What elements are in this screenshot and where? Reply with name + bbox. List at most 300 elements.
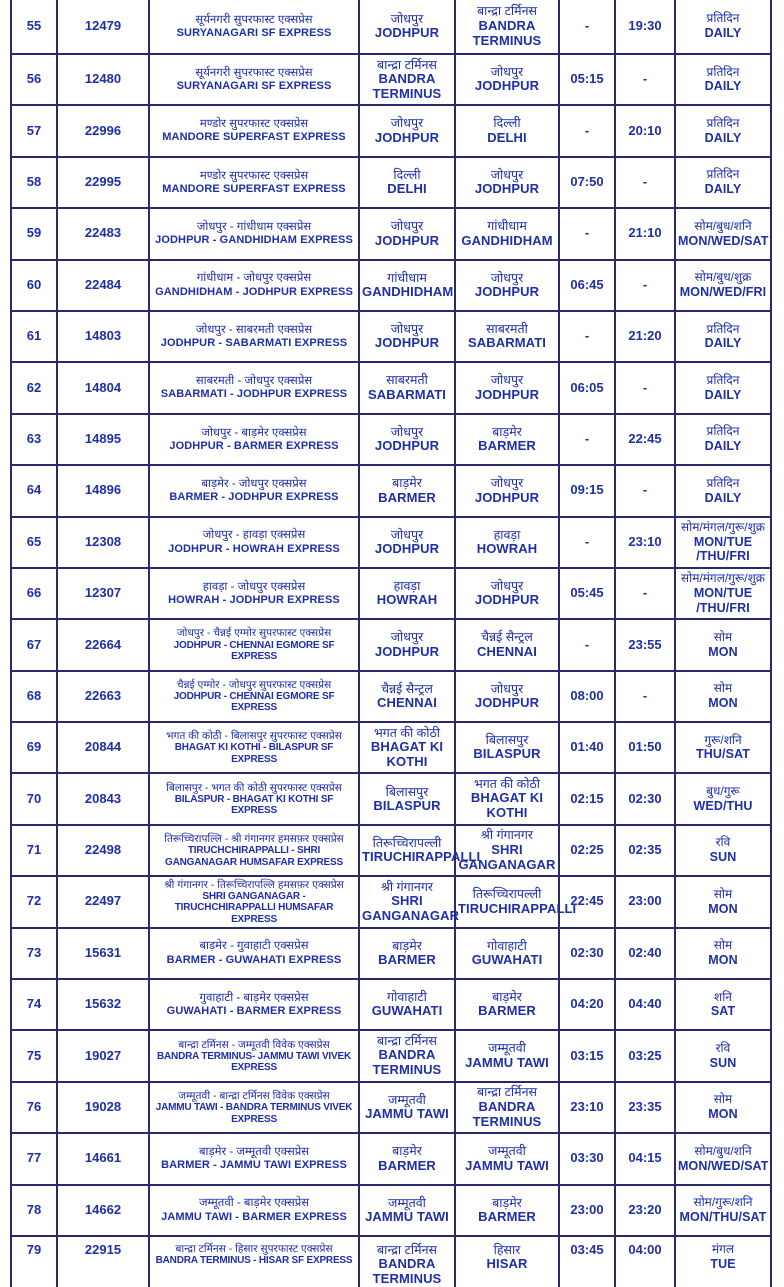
arrival-time: 05:15 bbox=[570, 71, 604, 87]
running-days-english: SAT bbox=[710, 1004, 736, 1019]
train-number-cell bbox=[57, 1030, 149, 1081]
destination-station-hindi: जोधपुर bbox=[490, 476, 524, 491]
running-days-english: MON bbox=[708, 953, 738, 968]
departure-time-cell bbox=[615, 362, 675, 413]
running-days-cell bbox=[675, 260, 771, 311]
table-row bbox=[11, 568, 771, 619]
serial-number-cell bbox=[11, 0, 57, 54]
departure-time-cell bbox=[615, 260, 675, 311]
serial-number: 66 bbox=[26, 585, 42, 601]
running-days-cell bbox=[675, 1185, 771, 1236]
train-name-cell bbox=[149, 1236, 359, 1287]
running-days-english: DAILY bbox=[704, 490, 742, 505]
serial-number-cell bbox=[11, 362, 57, 413]
train-number: 20844 bbox=[84, 739, 122, 755]
origin-station-english: BARMER bbox=[378, 952, 436, 968]
arrival-time-cell bbox=[559, 979, 615, 1030]
train-name-hindi: बिलासपुर - भगत की कोठी सुपरफास्ट एक्सप्रेस bbox=[166, 781, 342, 794]
departure-time-cell bbox=[615, 465, 675, 516]
origin-station-english: JAMMU TAWI bbox=[365, 1106, 449, 1122]
train-name-hindi: चैन्नई एग्मोर - जोधपुर सुपरफास्ट एक्सप्रेस bbox=[176, 678, 332, 691]
departure-time: - bbox=[642, 687, 648, 703]
departure-time-cell bbox=[615, 1236, 675, 1287]
running-days-hindi: प्रतिदिन bbox=[706, 475, 740, 490]
destination-station-hindi: जम्मूतवी bbox=[488, 1041, 526, 1056]
train-number-cell bbox=[57, 928, 149, 979]
origin-station-hindi: जोधपुर bbox=[390, 527, 424, 542]
train-name-english: BANDRA TERMINUS - HISAR SF EXPRESS bbox=[155, 1255, 353, 1267]
train-name-hindi: गुवाहाटी - बाड़मेर एक्सप्रेस bbox=[199, 991, 309, 1004]
running-days-cell bbox=[675, 1133, 771, 1184]
train-name-cell bbox=[149, 157, 359, 208]
serial-number: 70 bbox=[26, 790, 42, 806]
destination-station-cell bbox=[455, 105, 559, 156]
running-days-cell bbox=[675, 671, 771, 722]
train-number: 22915 bbox=[84, 1241, 122, 1257]
train-number: 12307 bbox=[84, 585, 122, 601]
serial-number-cell bbox=[11, 619, 57, 670]
departure-time: - bbox=[642, 276, 648, 292]
origin-station-hindi: बाड़मेर bbox=[392, 1144, 422, 1159]
table-row bbox=[11, 465, 771, 516]
destination-station-hindi: तिरूच्चिरापल्ली bbox=[472, 887, 542, 902]
origin-station-english: JODHPUR bbox=[374, 25, 440, 41]
train-number: 14896 bbox=[84, 482, 122, 498]
running-days-english: DAILY bbox=[704, 387, 742, 402]
train-name-english: JODHPUR - GANDHIDHAM EXPRESS bbox=[155, 234, 353, 247]
serial-number-cell bbox=[11, 876, 57, 927]
destination-station-hindi: जोधपुर bbox=[490, 373, 524, 388]
origin-station-english: TIRUCHIRAPPALLI bbox=[362, 849, 481, 865]
table-row bbox=[11, 979, 771, 1030]
running-days-hindi: प्रतिदिन bbox=[706, 372, 740, 387]
running-days-english: WED/THU bbox=[693, 798, 753, 813]
train-name-cell bbox=[149, 517, 359, 568]
origin-station-hindi: श्री गंगानगर bbox=[381, 879, 433, 894]
train-name-english: JODHPUR - CHENNAI EGMORE SF EXPRESS bbox=[173, 690, 335, 714]
running-days-hindi: सोम bbox=[713, 629, 733, 644]
destination-station-cell bbox=[455, 619, 559, 670]
arrival-time: 06:45 bbox=[570, 276, 604, 292]
running-days-english: MON/WED/SAT bbox=[678, 1158, 769, 1173]
train-name-english: BILASPUR - BHAGAT KI KOTHI SF EXPRESS bbox=[174, 793, 334, 817]
destination-station-hindi: बिलासपुर bbox=[485, 733, 529, 748]
arrival-time: 02:30 bbox=[570, 944, 604, 960]
origin-station-english: JODHPUR bbox=[374, 129, 440, 145]
running-days-english: MON bbox=[708, 696, 738, 711]
destination-station-cell bbox=[455, 260, 559, 311]
running-days-cell bbox=[675, 0, 771, 54]
train-name-cell bbox=[149, 1082, 359, 1133]
destination-station-english: JODHPUR bbox=[474, 695, 540, 711]
running-days-hindi: सोम/बुध/शुक्र bbox=[694, 270, 752, 285]
arrival-time-cell bbox=[559, 928, 615, 979]
running-days-hindi: सोम bbox=[713, 1092, 733, 1107]
table-row bbox=[11, 1133, 771, 1184]
departure-time-cell bbox=[615, 0, 675, 54]
arrival-time: - bbox=[584, 122, 590, 138]
running-days-hindi: सोम/मंगल/गुरू/शुक्र bbox=[681, 571, 765, 586]
table-row bbox=[11, 825, 771, 876]
arrival-time: 09:15 bbox=[570, 482, 604, 498]
destination-station-cell bbox=[455, 671, 559, 722]
destination-station-english: BHAGAT KI KOTHI bbox=[470, 790, 544, 821]
destination-station-hindi: बान्द्रा टर्मिनस bbox=[477, 1085, 537, 1100]
arrival-time: 01:40 bbox=[570, 739, 604, 755]
serial-number-cell bbox=[11, 157, 57, 208]
train-name-cell bbox=[149, 105, 359, 156]
train-timetable bbox=[10, 0, 772, 1287]
arrival-time: 23:10 bbox=[570, 1099, 604, 1115]
arrival-time: - bbox=[584, 225, 590, 241]
running-days-cell bbox=[675, 465, 771, 516]
running-days-english: MON/WED/FRI bbox=[679, 284, 767, 299]
train-number: 12308 bbox=[84, 533, 122, 549]
train-name-cell bbox=[149, 825, 359, 876]
table-row bbox=[11, 414, 771, 465]
arrival-time: - bbox=[584, 636, 590, 652]
train-number-cell bbox=[57, 1236, 149, 1287]
destination-station-hindi: चैन्नई सैन्ट्रल bbox=[481, 630, 533, 645]
train-name-english: JODHPUR - SABARMATI EXPRESS bbox=[160, 336, 348, 349]
train-name-cell bbox=[149, 208, 359, 259]
destination-station-english: GANDHIDHAM bbox=[461, 232, 553, 248]
origin-station-english: DELHI bbox=[387, 181, 427, 197]
origin-station-cell bbox=[359, 773, 455, 824]
origin-station-hindi: दिल्ली bbox=[393, 167, 421, 182]
destination-station-english: JODHPUR bbox=[474, 489, 540, 505]
train-name-cell bbox=[149, 979, 359, 1030]
running-days-english: DAILY bbox=[704, 336, 742, 351]
destination-station-english: JODHPUR bbox=[474, 78, 540, 94]
running-days-cell bbox=[675, 825, 771, 876]
destination-station-english: BARMER bbox=[478, 1003, 536, 1019]
train-name-cell bbox=[149, 1185, 359, 1236]
running-days-cell bbox=[675, 876, 771, 927]
destination-station-english: SHRI GANGANAGAR bbox=[458, 841, 556, 872]
departure-time-cell bbox=[615, 1133, 675, 1184]
destination-station-hindi: बाड़मेर bbox=[492, 990, 522, 1005]
destination-station-hindi: जम्मूतवी bbox=[488, 1144, 526, 1159]
departure-time-cell bbox=[615, 1185, 675, 1236]
table-row bbox=[11, 157, 771, 208]
destination-station-english: SABARMATI bbox=[468, 335, 546, 351]
departure-time-cell bbox=[615, 208, 675, 259]
running-days-english: MON bbox=[708, 1107, 738, 1122]
origin-station-hindi: चैन्नई सैन्ट्रल bbox=[381, 681, 433, 696]
destination-station-cell bbox=[455, 465, 559, 516]
destination-station-cell bbox=[455, 1082, 559, 1133]
table-row bbox=[11, 876, 771, 927]
destination-station-cell bbox=[455, 1133, 559, 1184]
origin-station-hindi: गांधीधाम bbox=[387, 270, 427, 285]
serial-number-cell bbox=[11, 260, 57, 311]
running-days-cell bbox=[675, 773, 771, 824]
train-number-cell bbox=[57, 362, 149, 413]
train-name-cell bbox=[149, 465, 359, 516]
running-days-english: MON/TUE /THU/FRI bbox=[693, 586, 753, 615]
serial-number: 59 bbox=[26, 225, 42, 241]
origin-station-cell bbox=[359, 568, 455, 619]
train-number: 15632 bbox=[84, 996, 122, 1012]
departure-time: 23:55 bbox=[628, 636, 662, 652]
serial-number: 64 bbox=[26, 482, 42, 498]
serial-number: 67 bbox=[26, 636, 42, 652]
running-days-hindi: गुरू/शनि bbox=[704, 732, 742, 747]
train-number: 22996 bbox=[84, 122, 122, 138]
table-row bbox=[11, 1030, 771, 1081]
train-name-cell bbox=[149, 0, 359, 54]
destination-station-english: HOWRAH bbox=[476, 540, 538, 556]
serial-number: 69 bbox=[26, 739, 42, 755]
departure-time: - bbox=[642, 379, 648, 395]
origin-station-cell bbox=[359, 1082, 455, 1133]
train-name-english: TIRUCHCHIRAPPALLI - SHRI GANGANAGAR HUMSAFAR EXPRESS bbox=[165, 845, 343, 868]
train-name-hindi: तिरूच्चिरापल्लि - श्री गंगानगर हमसफ़र एक्सप्रेस bbox=[164, 833, 344, 846]
train-number-cell bbox=[57, 722, 149, 773]
arrival-time-cell bbox=[559, 1082, 615, 1133]
origin-station-english: HOWRAH bbox=[376, 592, 438, 608]
departure-time: 01:50 bbox=[628, 739, 662, 755]
train-number: 14662 bbox=[84, 1201, 122, 1217]
serial-number-cell bbox=[11, 722, 57, 773]
origin-station-english: BARMER bbox=[378, 1157, 436, 1173]
running-days-cell bbox=[675, 414, 771, 465]
departure-time-cell bbox=[615, 722, 675, 773]
arrival-time: - bbox=[584, 533, 590, 549]
departure-time: 03:25 bbox=[628, 1047, 662, 1063]
origin-station-hindi: बाड़मेर bbox=[392, 938, 422, 953]
train-name-hindi: गांधीधाम - जोधपुर एक्सप्रेस bbox=[196, 272, 312, 285]
train-number: 22484 bbox=[84, 276, 122, 292]
departure-time-cell bbox=[615, 619, 675, 670]
departure-time: 04:40 bbox=[628, 996, 662, 1012]
running-days-cell bbox=[675, 517, 771, 568]
train-name-cell bbox=[149, 619, 359, 670]
running-days-english: SUN bbox=[709, 1055, 737, 1070]
train-number: 14661 bbox=[84, 1150, 122, 1166]
table-row bbox=[11, 260, 771, 311]
origin-station-cell bbox=[359, 671, 455, 722]
serial-number-cell bbox=[11, 773, 57, 824]
origin-station-hindi: जोधपुर bbox=[390, 116, 424, 131]
arrival-time-cell bbox=[559, 671, 615, 722]
train-name-cell bbox=[149, 876, 359, 927]
serial-number: 57 bbox=[26, 122, 42, 138]
running-days-english: DAILY bbox=[704, 79, 742, 94]
arrival-time-cell bbox=[559, 0, 615, 54]
origin-station-cell bbox=[359, 619, 455, 670]
origin-station-hindi: जम्मूतवी bbox=[388, 1195, 426, 1210]
origin-station-english: JODHPUR bbox=[374, 232, 440, 248]
origin-station-hindi: जोधपुर bbox=[390, 424, 424, 439]
destination-station-cell bbox=[455, 208, 559, 259]
destination-station-hindi: भगत की कोठी bbox=[473, 777, 541, 792]
train-name-english: JAMMU TAWI - BANDRA TERMINUS VIVEK EXPRESS bbox=[155, 1102, 353, 1125]
destination-station-cell bbox=[455, 0, 559, 54]
train-name-cell bbox=[149, 773, 359, 824]
table-row bbox=[11, 362, 771, 413]
serial-number-cell bbox=[11, 979, 57, 1030]
origin-station-english: JODHPUR bbox=[374, 643, 440, 659]
table-row bbox=[11, 722, 771, 773]
arrival-time: 04:20 bbox=[570, 996, 604, 1012]
train-name-cell bbox=[149, 414, 359, 465]
arrival-time: 02:25 bbox=[570, 842, 604, 858]
departure-time-cell bbox=[615, 825, 675, 876]
train-name-english: BANDRA TERMINUS- JAMMU TAWI VIVEK EXPRESS bbox=[157, 1050, 351, 1074]
serial-number: 72 bbox=[26, 893, 42, 909]
destination-station-hindi: हिसार bbox=[493, 1242, 521, 1257]
serial-number-cell bbox=[11, 671, 57, 722]
train-name-cell bbox=[149, 568, 359, 619]
arrival-time: 06:05 bbox=[570, 379, 604, 395]
destination-station-cell bbox=[455, 876, 577, 927]
running-days-cell bbox=[675, 311, 771, 362]
departure-time-cell bbox=[615, 773, 675, 824]
origin-station-cell bbox=[359, 722, 455, 773]
arrival-time: - bbox=[584, 18, 590, 34]
train-name-english: JODHPUR - BARMER EXPRESS bbox=[169, 439, 339, 452]
arrival-time-cell bbox=[559, 1185, 615, 1236]
running-days-english: MON/THU/SAT bbox=[679, 1210, 767, 1224]
origin-station-cell bbox=[359, 517, 455, 568]
origin-station-english: CHENNAI bbox=[377, 695, 437, 711]
serial-number-cell bbox=[11, 105, 57, 156]
destination-station-hindi: साबरमती bbox=[486, 321, 528, 336]
running-days-hindi: बुध/गुरू bbox=[706, 784, 740, 799]
running-days-english: THU/SAT bbox=[696, 747, 750, 762]
running-days-hindi: प्रतिदिन bbox=[706, 116, 740, 130]
train-number-cell bbox=[57, 517, 149, 568]
arrival-time-cell bbox=[559, 1030, 615, 1081]
train-name-hindi: जोधपुर - गांधीधाम एक्सप्रेस bbox=[196, 220, 312, 233]
destination-station-hindi: गांधीधाम bbox=[487, 219, 527, 234]
destination-station-cell bbox=[455, 568, 559, 619]
table-row bbox=[11, 773, 771, 824]
train-name-hindi: जम्मूतवी - बाड़मेर एक्सप्रेस bbox=[198, 1197, 310, 1210]
origin-station-cell bbox=[359, 1030, 455, 1081]
arrival-time: 03:30 bbox=[570, 1150, 604, 1166]
train-number-cell bbox=[57, 619, 149, 670]
origin-station-hindi: जोधपुर bbox=[390, 11, 424, 26]
train-name-hindi: मण्डोर सुपरफास्ट एक्सप्रेस bbox=[199, 169, 309, 182]
origin-station-english: SHRI GANGANAGAR bbox=[362, 893, 460, 924]
serial-number-cell bbox=[11, 1236, 57, 1287]
destination-station-english: JODHPUR bbox=[474, 283, 540, 299]
running-days-cell bbox=[675, 928, 771, 979]
origin-station-hindi: बिलासपुर bbox=[385, 784, 429, 799]
origin-station-english: SABARMATI bbox=[368, 386, 446, 402]
running-days-english: DAILY bbox=[704, 26, 742, 41]
running-days-cell bbox=[675, 54, 771, 105]
serial-number-cell bbox=[11, 1030, 57, 1081]
train-name-cell bbox=[149, 1133, 359, 1184]
departure-time-cell bbox=[615, 1082, 675, 1133]
destination-station-english: BILASPUR bbox=[473, 746, 541, 762]
running-days-hindi: सोम bbox=[713, 886, 733, 901]
destination-station-english: BANDRA TERMINUS bbox=[472, 1098, 542, 1129]
running-days-cell bbox=[675, 619, 771, 670]
serial-number: 55 bbox=[26, 18, 42, 34]
arrival-time-cell bbox=[559, 1236, 615, 1287]
train-number-cell bbox=[57, 876, 149, 927]
departure-time-cell bbox=[615, 979, 675, 1030]
destination-station-cell bbox=[455, 979, 559, 1030]
train-name-hindi: बान्द्रा टर्मिनस - जम्मूतवी विवेक एक्सप्रेस bbox=[178, 1038, 330, 1051]
destination-station-english: BANDRA TERMINUS bbox=[472, 17, 542, 48]
running-days-english: DAILY bbox=[704, 130, 742, 145]
origin-station-hindi: बान्द्रा टर्मिनस bbox=[377, 57, 437, 72]
train-name-hindi: जोधपुर - चैन्नई एग्मोर सुपरफास्ट एक्सप्रेस bbox=[176, 627, 332, 640]
running-days-english: DAILY bbox=[704, 439, 742, 454]
train-name-english: SABARMATI - JODHPUR EXPRESS bbox=[160, 388, 348, 401]
train-name-cell bbox=[149, 362, 359, 413]
departure-time-cell bbox=[615, 517, 675, 568]
destination-station-english: JODHPUR bbox=[474, 386, 540, 402]
running-days-hindi: सोम bbox=[713, 681, 733, 696]
serial-number: 73 bbox=[26, 944, 42, 960]
train-number-cell bbox=[57, 1082, 149, 1133]
train-name-english: SURYANAGARI SF EXPRESS bbox=[176, 79, 332, 92]
train-number: 19028 bbox=[84, 1099, 122, 1115]
origin-station-english: BARMER bbox=[378, 489, 436, 505]
origin-station-english: JODHPUR bbox=[374, 540, 440, 556]
arrival-time: 02:15 bbox=[570, 790, 604, 806]
running-days-hindi: प्रतिदिन bbox=[706, 64, 740, 79]
train-number: 15631 bbox=[84, 944, 122, 960]
serial-number: 63 bbox=[26, 430, 42, 446]
train-number-cell bbox=[57, 260, 149, 311]
departure-time: 20:10 bbox=[628, 122, 662, 138]
origin-station-cell bbox=[359, 979, 455, 1030]
train-name-hindi: श्री गंगानगर - तिरूच्चिरापल्लि हमसफ़र एक्सप्रेस bbox=[164, 878, 344, 891]
train-number-cell bbox=[57, 1133, 149, 1184]
running-days-english: DAILY bbox=[704, 182, 742, 197]
departure-time: 21:10 bbox=[628, 225, 662, 241]
departure-time-cell bbox=[615, 671, 675, 722]
train-name-english: BARMER - JODHPUR EXPRESS bbox=[169, 491, 339, 504]
serial-number-cell bbox=[11, 208, 57, 259]
origin-station-cell bbox=[359, 362, 455, 413]
origin-station-english: GUWAHATI bbox=[371, 1003, 443, 1019]
departure-time-cell bbox=[615, 414, 675, 465]
serial-number-cell bbox=[11, 465, 57, 516]
table-row bbox=[11, 517, 771, 568]
train-number-cell bbox=[57, 208, 149, 259]
destination-station-hindi: गोवाहाटी bbox=[487, 938, 527, 953]
departure-time: 21:20 bbox=[628, 328, 662, 344]
arrival-time-cell bbox=[559, 465, 615, 516]
destination-station-english: GUWAHATI bbox=[471, 952, 543, 968]
arrival-time: 05:45 bbox=[570, 585, 604, 601]
serial-number-cell bbox=[11, 311, 57, 362]
destination-station-english: JAMMU TAWI bbox=[465, 1157, 549, 1173]
train-number-cell bbox=[57, 311, 149, 362]
destination-station-cell bbox=[455, 1236, 559, 1287]
train-number: 20843 bbox=[84, 790, 122, 806]
serial-number: 71 bbox=[26, 842, 42, 858]
origin-station-hindi: भगत की कोठी bbox=[373, 725, 441, 740]
train-number-cell bbox=[57, 825, 149, 876]
running-days-hindi: सोम/मंगल/गुरू/शुक्र bbox=[681, 519, 765, 534]
origin-station-english: JODHPUR bbox=[374, 335, 440, 351]
serial-number: 61 bbox=[26, 328, 42, 344]
origin-station-hindi: बाड़मेर bbox=[392, 476, 422, 491]
serial-number: 56 bbox=[26, 71, 42, 87]
departure-time-cell bbox=[615, 54, 675, 105]
arrival-time: 22:45 bbox=[570, 893, 604, 909]
